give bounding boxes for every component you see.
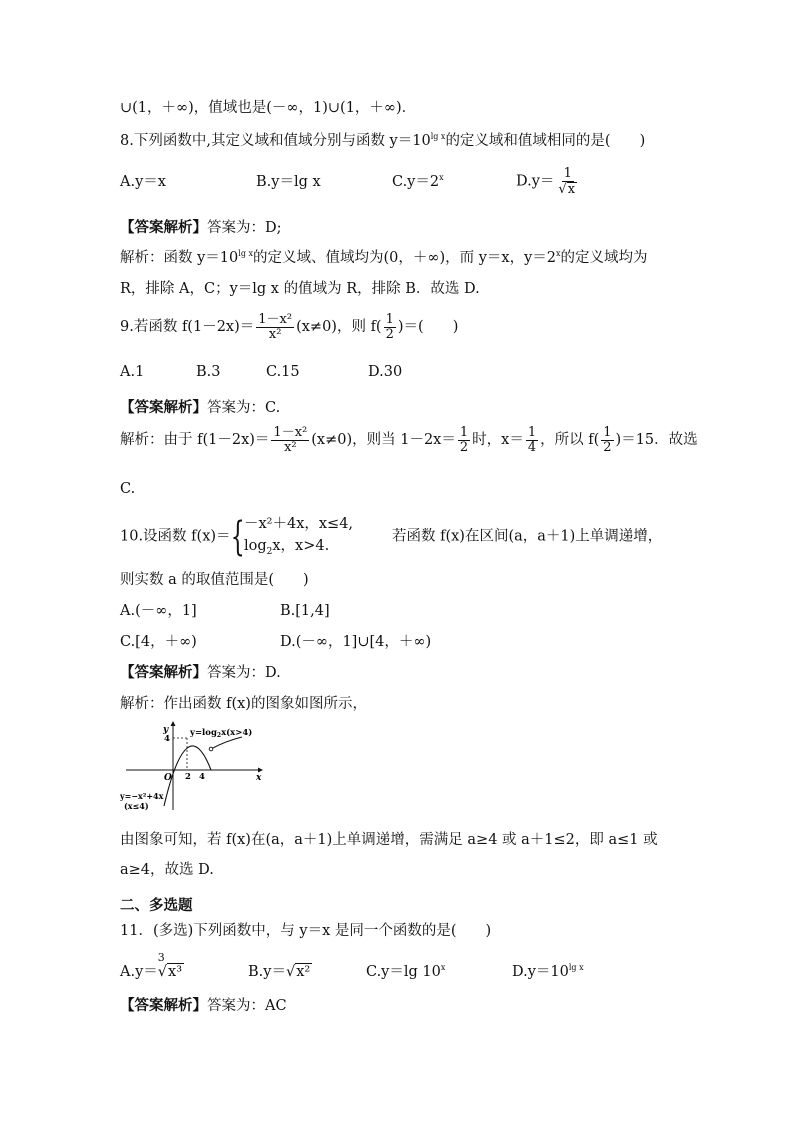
answer-11: 【答案解析】答案为：AC: [120, 997, 287, 1014]
y-axis-arrow: [171, 721, 176, 726]
question-9: 9.若函数 f(1－2x)＝ $\frac{\text{1－x²}}{\text{x²}}$ (x≠0)，则 f( $\frac{1}{2}$ )＝( ): [120, 312, 459, 342]
question-10-line2: 则实数 a 的取值范围是( ): [120, 572, 309, 588]
question-8: 8.下列函数中,其定义域和值域分别与函数 $y=10^{lg x}$的定义域和值域相同的是( ): [120, 132, 646, 149]
explanation-8-line2: R，排除 A，C；y＝lg x 的值域为 R，排除 B．故选 D.: [120, 281, 480, 297]
question-10-options-1: A.(－∞，1] B.[1,4]: [120, 603, 330, 619]
explanation-9-cont: C.: [120, 481, 136, 497]
x-axis-arrow: [258, 768, 263, 773]
explanation-9: 解析：由于 f(1－2x)＝ $\frac{\text{1－x²}}{\text{x²}}$ (x≠0)，则当 1－2x＝ $\frac{1}{2}$ 时，x＝ $\frac{1}{4}$ ，所以 f( $\frac{1}{2}$ )＝15．故选: [120, 425, 698, 455]
y-tick-4: 4: [164, 734, 170, 744]
question-11-options: A.y＝ 3 √ x³ B.y＝√ x² C.y＝lg 10$^x$ $D.y=10^{lg x}$: [120, 951, 584, 980]
function-graph-figure: [118, 720, 268, 812]
question-10: 10.设函数 f(x)＝{ －x²＋4x，x≤4, $\log_2x$，x>4. 若函数 f(x)在区间(a，a＋1)上单调递增，: [120, 513, 663, 560]
answer-8: 【答案解析】答案为：D;: [120, 219, 282, 236]
question-9-options: A.1 B.3 C.15 D.30: [120, 364, 403, 380]
question-10-options-2: C.[4，＋∞) D.(－∞，1]∪[4，＋∞): [120, 634, 432, 650]
answer-10: 【答案解析】答案为：D.: [120, 664, 281, 681]
explanation-8-line1: 解析：函数 $y=10^{lg x}$的定义域、值域均为(0，＋∞)，而 y＝x，$y=2^x$的定义域均为: [120, 249, 648, 266]
origin-label: O: [164, 773, 172, 783]
x-tick-2: 2: [185, 772, 191, 782]
explanation-10-line3: a≥4，故选 D.: [120, 862, 214, 878]
log-curve-label: $y=\log_2x(x>4)$: [190, 728, 253, 739]
explanation-10-line1: 解析：作出函数 f(x)的图象如图所示，: [120, 696, 367, 712]
question-11: 11．(多选)下列函数中，与 y＝x 是同一个函数的是( ): [120, 923, 492, 939]
y-axis-label: y: [163, 725, 169, 735]
x-tick-4: 4: [199, 772, 205, 782]
explanation-10-line2: 由图象可知，若 f(x)在(a，a＋1)上单调递增，需满足 a≥4 或 a＋1≤2，即 a≤1 或: [120, 832, 658, 848]
parabola-domain-label: (x≤4): [124, 801, 149, 811]
text-line: ∪(1，＋∞)，值域也是(－∞，1)∪(1，＋∞)．: [120, 100, 417, 116]
answer-9: 【答案解析】答案为：C.: [120, 399, 281, 416]
section-heading-multiple-choice: 二、多选题: [120, 897, 193, 914]
x-axis-label: x: [256, 773, 262, 783]
question-8-options: A.y＝x B.y＝lg x $C.y=2^x$ D.y＝ 1 √ x: [120, 166, 576, 197]
parabola-label: y=−x²+4x: [120, 791, 164, 801]
